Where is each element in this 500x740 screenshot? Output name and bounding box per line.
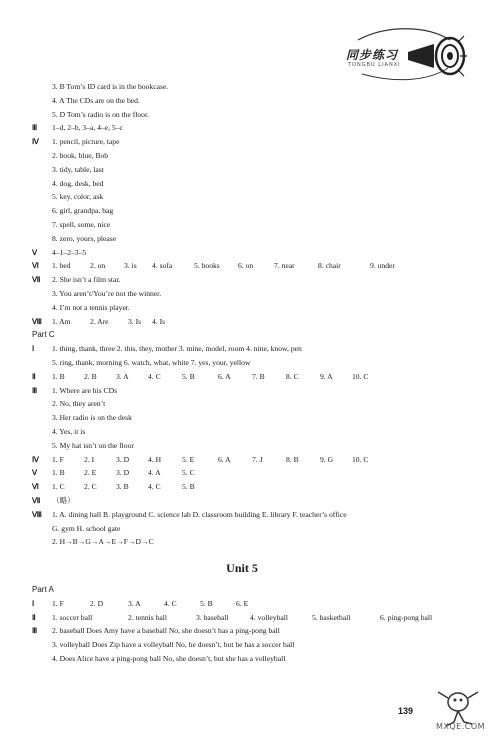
answer-line: 3. Her radio is on the desk xyxy=(52,413,132,423)
answer-line: Ⅱ 1. B 2. B 3. A 4. C 5. B 6. A 7. B 8. C 9. A 10. C xyxy=(32,371,369,381)
part-a-heading: Part A xyxy=(32,585,54,595)
answer-line: 7. spell, some, nice xyxy=(52,219,111,229)
answer-line: Ⅳ 1. pencil, picture, tape xyxy=(32,137,120,147)
answer-content xyxy=(32,80,452,666)
answer-line: 4. A The CDs are on the bed. xyxy=(52,95,140,105)
answer-line: Ⅰ 1. thing, thank, three 2. this, they, mother 3. mine, model, room 4. nine, know, pen xyxy=(32,344,302,354)
answer-line: Ⅲ 1–d, 2–b, 3–a, 4–e, 5–c xyxy=(32,123,123,133)
answer-line: Ⅶ 2. She isn’t a film star. xyxy=(32,275,121,285)
answer-line: 5. My hat isn’t on the floor xyxy=(52,440,134,450)
unit-title: Unit 5 xyxy=(226,561,258,576)
answer-line: 5. ring, thank, morning 6. watch, what, white 7. yes, your, yellow xyxy=(52,357,251,367)
answer-line: 4. Does Alice have a ping-pong ball No, she doesn’t, but she has a volleyball xyxy=(52,654,286,664)
page-number: 139 xyxy=(398,706,414,716)
answer-line: Ⅷ 1. A. dining hall B. playground C. science lab D. classroom building E. library F. teacher’s office xyxy=(32,509,347,519)
watermark: MXQE.COM xyxy=(436,722,486,731)
header-logo xyxy=(338,22,468,88)
answer-line: Ⅲ 2. baseball Does Amy have a baseball No, she doesn’t has a ping-pong ball xyxy=(32,626,280,636)
answer-line: 4. Yes, it is xyxy=(52,426,86,436)
answer-line: 5. key, color, ask xyxy=(52,192,104,202)
answer-line: Ⅷ 1. Am 2. Are 3. Is 4. Is xyxy=(32,316,166,326)
answer-line: Ⅱ 1. soccer ball 2. tennis ball 3. baseball 4. volleyball 5. basketball 6. ping-pong ball xyxy=(32,612,433,622)
answer-line: Ⅲ 1. Where are his CDs xyxy=(32,385,118,395)
answer-line: 4. I’m not a tennis player. xyxy=(52,302,130,312)
answer-line: 3. B Tom’s ID card is in the bookcase. xyxy=(52,82,169,91)
answer-line: Ⅶ （略） xyxy=(32,495,75,505)
logo-subtitle: TONGBU LIANXI xyxy=(348,62,401,68)
answer-line: 5. D Tom’s radio is on the floor. xyxy=(52,109,149,119)
answer-line: 4. dog, desk, bed xyxy=(52,178,104,188)
answer-line: 3. You aren’t/You’re not the winner. xyxy=(52,288,162,298)
answer-line: Ⅴ 4–1–2–3–5 xyxy=(32,247,87,257)
answer-line: 3. tidy, table, last xyxy=(52,164,104,174)
answer-line: 2. book, blue, Bob xyxy=(52,150,109,160)
answer-line: Ⅵ 1. bed 2. on 3. is 4. sofa 5. books 6. on 7. near 8. chair 9. under xyxy=(32,261,395,271)
answer-line: Ⅰ 1. F 2. D 3. A 4. C 5. B 6. E xyxy=(32,598,249,608)
answer-line: Ⅵ 1. C 2. C 3. B 4. C 5. B xyxy=(32,482,195,492)
answer-line: 2. H→B→G→A→E→F→D→C xyxy=(52,537,154,547)
answer-line: Ⅴ 1. B 2. E 3. D 4. A 5. C xyxy=(32,468,195,478)
answer-line: 6. girl, grandpa, bag xyxy=(52,206,114,216)
answer-line: 3. volleyball Does Zip have a volleyball No, he doesn’t, but he has a soccer ball xyxy=(52,640,295,650)
answer-line: G. gym H. school gate xyxy=(52,523,121,533)
part-c-heading: Part C xyxy=(32,330,55,340)
answer-line: Ⅳ 1. F 2. I 3. D 4. H 5. E 6. A 7. J 8. B 9. G 10. C xyxy=(32,454,369,464)
answer-line: 2. No, they aren’t xyxy=(52,399,106,409)
answer-line: 8. zero, yours, please xyxy=(52,233,117,243)
logo-text: 同步练习 xyxy=(346,48,399,62)
